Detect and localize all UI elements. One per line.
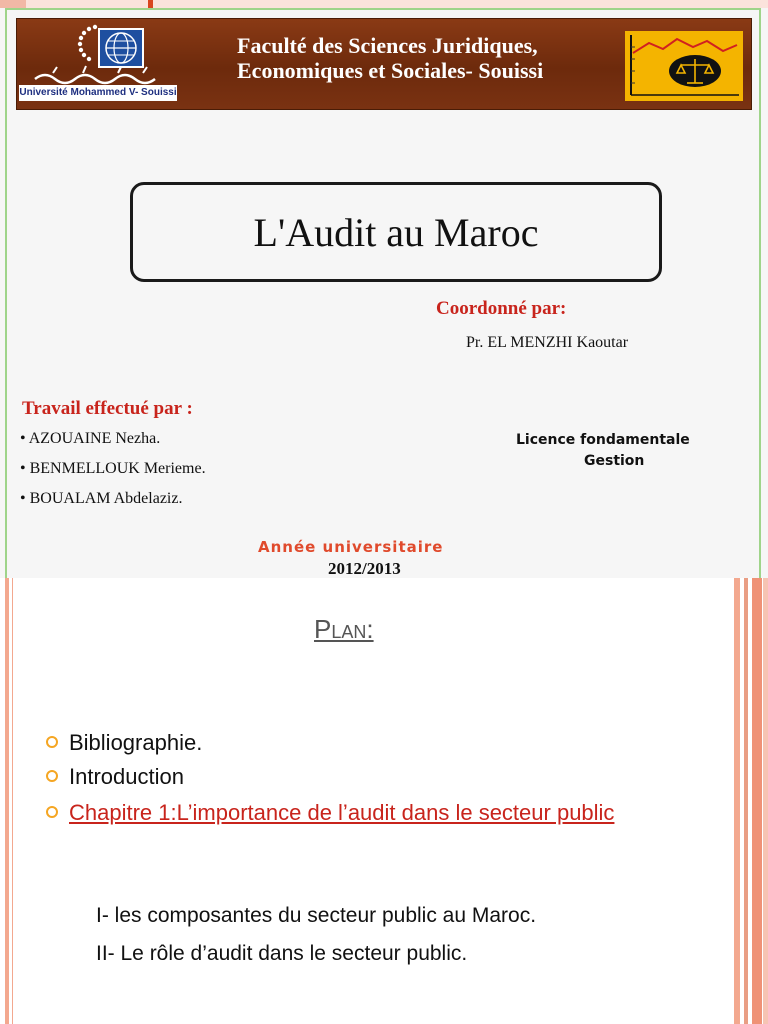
plan-item-chapter-link[interactable] [46,798,649,828]
right-rail [744,578,748,1024]
left-rail-thin [12,578,13,1024]
chapter-1-link[interactable]: Chapitre 1:L’importance de l’audit dans le secteur public [69,800,615,825]
document-title-box [130,182,662,282]
faculty-logo-icon [615,23,749,105]
coordinator-name: Pr. EL MENZHI Kaoutar [466,334,629,351]
faculty-title-line-2: Economiques et Sociales- Souissi [237,58,544,83]
right-rail [734,578,740,1024]
document-title: L'Audit au Maroc [253,209,539,255]
faculty-title [237,33,627,83]
plan-slide [0,578,768,1024]
licence-line-2: Gestion [584,453,645,469]
student-name: • AZOUAINE Nezha. [20,430,161,447]
plan-title: Plan: [314,614,374,644]
plan-item [46,762,184,792]
coordinated-by-label: Coordonné par: [436,298,567,319]
right-rail [752,578,762,1024]
work-by-label: Travail effectué par : [22,398,193,419]
faculty-banner [16,18,752,110]
top-stripe [0,0,768,8]
bullet-icon [46,806,58,818]
plan-item [46,728,202,758]
plan-item-text: Introduction [69,764,184,789]
faculty-title-line-1: Faculté des Sciences Juridiques, [237,33,538,58]
student-name: • BENMELLOUK Merieme. [20,460,206,477]
academic-year-label: Année universitaire [258,538,444,556]
sub-item: II- Le rôle d’audit dans le secteur public. [96,942,468,965]
bullet-icon [46,736,58,748]
academic-year: 2012/2013 [328,559,401,578]
licence-line-1: Licence fondamentale [516,432,690,448]
bullet-icon [46,770,58,782]
right-rail [763,578,768,1024]
left-rail [5,578,9,1024]
sub-item: I- les composantes du secteur public au Maroc. [96,904,537,927]
university-name: Université Mohammed V- Souissi [19,85,177,101]
plan-item-text: Bibliographie. [69,730,203,755]
student-name: • BOUALAM Abdelaziz. [20,490,183,507]
